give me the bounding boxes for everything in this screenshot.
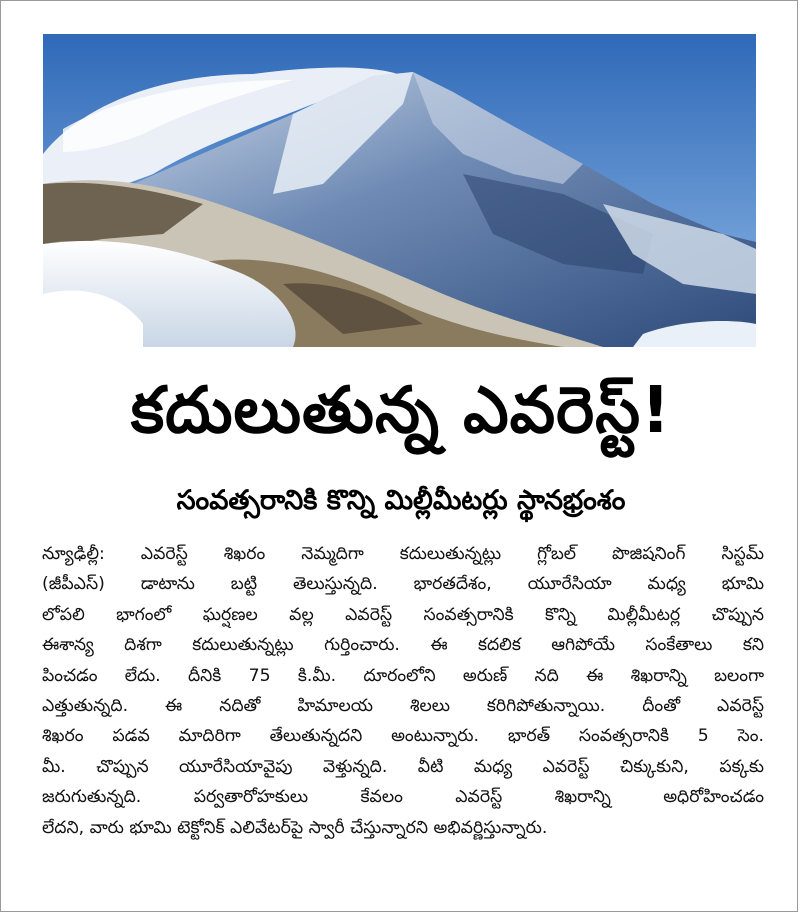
body-line: ఎత్తుతున్నది. ఈ నదితో హిమాలయ శిలలు కరిగిపోతున్నాయి. దీంతో ఎవరెస్ట్ [42, 696, 764, 717]
body-line: లేదని, వారు భూమి టెక్టోనిక్ ఎలివేటర్‌పై స్వారీ చేస్తున్నారని అభివర్ణిస్తున్నారు. [42, 817, 548, 838]
body-line: మీ. చొప్పున యూరేసియావైపు వెళ్తున్నది. వీటి మధ్య ఎవరెస్ట్ చిక్కుకుని, పక్కకు [42, 756, 764, 777]
body-line: పించడం లేదు. దీనికి 75 కి.మీ. దూరంలోని అరుణ్ నది ఈ శిఖరాన్ని బలంగా [42, 665, 764, 686]
body-line: లోపలి భాగంలో ఘర్షణల వల్ల ఎవరెస్ట్ సంవత్సరానికి కొన్ని మిల్లీమీటర్ల చొప్పున [42, 604, 764, 625]
body-line: (జీపీఎస్) డాటాను బట్టి తెలుస్తున్నది. భారతదేశం, యూరేసియా మధ్య భూమి [42, 574, 764, 595]
headline: కదులుతున్న ఎవరెస్ట్! [130, 374, 672, 448]
body-line: న్యూఢిల్లీ: ఎవరెస్ట్ శిఖరం నెమ్మదిగా కదులుతున్నట్లు గ్లోబల్ పొజిషనింగ్ సిస్టమ్ [42, 544, 764, 564]
body-line: శిఖరం పడవ మాదిరిగా తేలుతున్నదని అంటున్నారు. భారత్ సంవత్సరానికి 5 సెం. [42, 726, 764, 747]
everest-photo [43, 34, 756, 347]
body-line: జరుగుతున్నది. పర్వతారోహకులు కేవలం ఎవరెస్ట్ శిఖరాన్ని అధిరోహించడం [42, 787, 764, 808]
article-body [42, 539, 764, 843]
subheadline: సంవత్సరానికి కొన్ని మిల్లీమీటర్లు స్థానభ్రంశం [176, 485, 626, 516]
body-line: ఈశాన్య దిశగా కదులుతున్నట్లు గుర్తించారు. ఈ కదలిక ఆగిపోయే సంకేతాలు కని [42, 635, 764, 656]
